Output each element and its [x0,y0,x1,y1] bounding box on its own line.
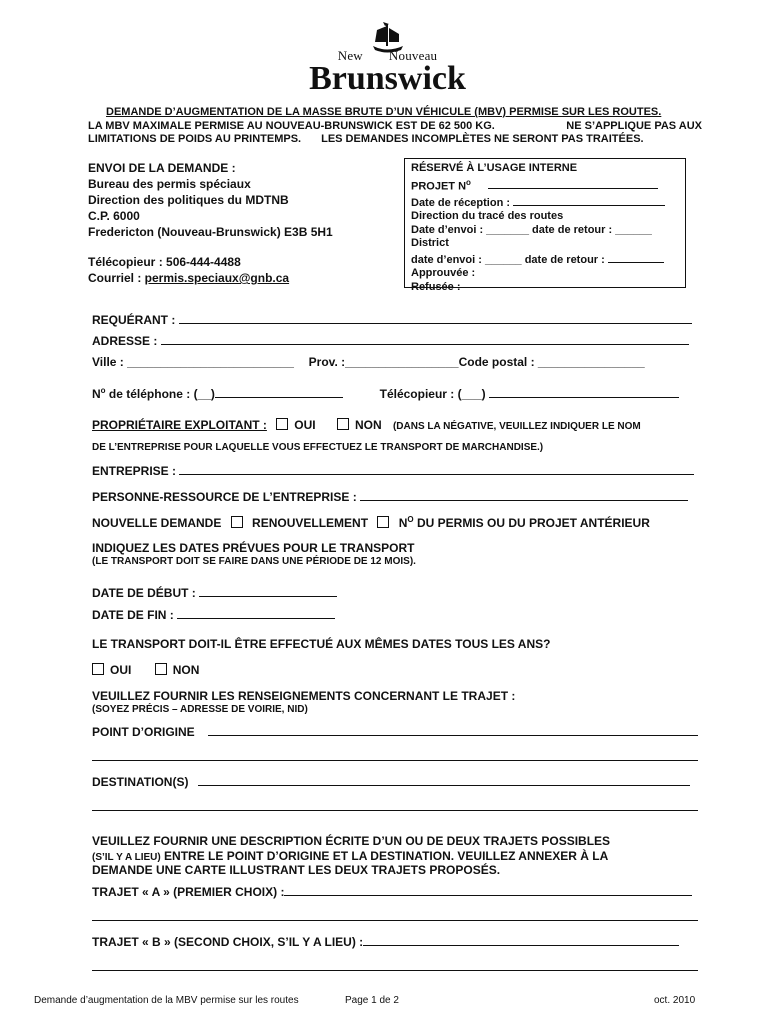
adresse-field[interactable] [161,333,689,345]
entreprise-row [92,463,694,478]
footer-left: Demande d’augmentation de la MBV permise sur les routes [34,995,299,1006]
ville-row [92,355,645,369]
adresse-label: ADRESSE : [92,334,158,348]
entreprise-label: ENTREPRISE : [92,464,177,478]
destination-field[interactable] [198,774,690,786]
header-line3 [88,133,644,145]
trajet-a-field[interactable] [284,884,692,896]
nouvelle-label: NOUVELLE DEMANDE [92,516,222,530]
entreprise-field[interactable] [179,463,694,475]
footer-date: oct. 2010 [654,995,696,1006]
negative-note-2: DE L’ENTREPRISE POUR LAQUELLE VOUS EFFECTUEZ LE TRANSPORT DE MARCHANDISE.) [92,442,544,453]
telecopieur-field[interactable] [489,386,679,398]
prov-field[interactable]: Prov. :_________________ [308,355,459,369]
internal-direction: Direction du tracé des routes [411,210,564,223]
ville-field[interactable]: Ville : _________________________ [92,355,294,369]
dates-title: INDIQUEZ LES DATES PRÉVUES POUR LE TRANSPORT [92,541,415,555]
description-line3: DEMANDE UNE CARTE ILLUSTRANT LES DEUX TRAJETS PROPOSÉS. [92,863,501,877]
destination-label: DESTINATION(S) [92,775,189,789]
dates-note: (LE TRANSPORT DOIT SE FAIRE DANS UNE PÉRIODE DE 12 MOIS). [92,556,416,567]
description-line2: (S’IL Y A LIEU) ENTRE LE POINT D’ORIGINE ET LA DESTINATION. VEUILLEZ ANNEXER À LA [92,849,609,863]
personne-row [92,489,688,504]
header-line2 [88,120,702,132]
description-line1: VEUILLEZ FOURNIR UNE DESCRIPTION ÉCRITE D’UN OU DE DEUX TRAJETS POSSIBLES [92,834,611,848]
telecopieur-label: Télécopieur : (___) [379,387,486,401]
internal-envoi1: Date d’envoi : _______ date de retour : ______ [411,223,652,236]
internal-district: District [411,237,449,250]
address-fax: Télécopieur : 506-444-4488 [88,255,241,269]
destination-line2[interactable] [92,810,698,811]
non2-checkbox[interactable] [155,663,167,675]
internal-title: RÉSERVÉ À L’USAGE INTERNE [411,162,578,174]
point-origine-row [92,724,698,739]
header-line3-a: LIMITATIONS DE POIDS AU PRINTEMPS. [88,133,302,145]
date-debut-field[interactable] [199,585,337,597]
internal-projet: PROJET N [411,180,467,193]
code-postal-field[interactable]: Code postal : ________________ [458,355,645,369]
proprietaire-label: PROPRIÉTAIRE EXPLOITANT : [92,418,267,432]
point-origine-label: POINT D’ORIGINE [92,725,195,739]
trajet-b-field[interactable] [363,934,679,946]
date-debut-label: DATE DE DÉBUT : [92,586,196,600]
telephone-label: de téléphone : (__) [105,387,215,401]
logo-word-en: New [337,48,363,63]
internal-reception: Date de réception : [411,196,511,209]
non-label: NON [354,418,382,432]
internal-envoi2: date d’envoi : ______ date de retour : [411,253,605,266]
memes-dates-options [92,663,199,677]
logo-province: Brunswick [309,60,466,97]
oui-label: OUI [294,418,316,432]
logo-word-fr: Nouveau [388,48,438,63]
footer-page: Page 1 de 2 [345,995,399,1006]
adresse-row [92,333,689,348]
address-line3: C.P. 6000 [88,209,140,223]
internal-use-box: RÉSERVÉ À L’USAGE INTERNE PROJET $N^o$ Date de réception : Direction du tracé des routes Date d’envoi : _______ date de retour : ______ District date d’envoi : ______ date de retour : Approuvée : Refusée : [404,158,686,288]
negative-note: (DANS LA NÉGATIVE, VEUILLEZ INDIQUER LE NOM [392,421,641,432]
destination-row [92,774,690,789]
header-title: DEMANDE D’AUGMENTATION DE LA MASSE BRUTE D’UN VÉHICULE (MBV) PERMISE SUR LES ROUTES. [106,106,662,118]
address-title: ENVOI DE LA DEMANDE : [88,161,236,175]
renouvellement-checkbox[interactable] [377,516,389,528]
point-origine-field[interactable] [208,724,698,736]
oui2-checkbox[interactable] [92,663,104,675]
non2-label: NON [172,663,200,677]
address-line4: Fredericton (Nouveau-Brunswick) E3B 5H1 [88,225,333,239]
personne-field[interactable] [360,489,688,501]
header-line2-b: NE S’APPLIQUE PAS AUX [566,120,702,132]
address-email-link[interactable]: permis.speciaux@gnb.ca [144,271,290,285]
personne-label: PERSONNE-RESSOURCE DE L’ENTREPRISE : [92,490,357,504]
nb-logo [300,20,475,97]
oui-checkbox[interactable] [276,418,288,430]
point-origine-line2[interactable] [92,760,698,761]
header-line2-a: LA MBV MAXIMALE PERMISE AU NOUVEAU-BRUNSWICK EST DE 62 500 KG. [88,120,495,132]
requerant-field[interactable] [179,312,692,324]
requerant-label: REQUÉRANT : [92,313,176,327]
proprietaire-row [92,418,641,432]
address-email-label: Courriel : [88,271,145,285]
trajet-b-label: TRAJET « B » (SECOND CHOIX, S’IL Y A LIEU) : [92,935,364,949]
internal-refusee: Refusée : [411,280,461,293]
telephone-field[interactable] [215,386,343,398]
oui2-label: OUI [110,663,132,677]
internal-approuvee: Approuvée : [411,267,476,280]
requerant-row [92,312,692,327]
trajet-title: VEUILLEZ FOURNIR LES RENSEIGNEMENTS CONCERNANT LE TRAJET : [92,689,516,703]
date-debut-row [92,585,337,600]
non-checkbox[interactable] [337,418,349,430]
address-line1: Bureau des permis spéciaux [88,177,251,191]
date-fin-field[interactable] [177,607,335,619]
address-block [88,160,333,286]
trajet-note: (SOYEZ PRÉCIS – ADRESSE DE VOIRIE, NID) [92,704,308,715]
trajet-a-line2[interactable] [92,920,698,921]
header-line3-b: LES DEMANDES INCOMPLÈTES NE SERONT PAS TRAITÉES. [321,133,644,145]
address-line2: Direction des politiques du MDTNB [88,193,289,207]
memes-dates-question: LE TRANSPORT DOIT-IL ÊTRE EFFECTUÉ AUX MÊMES DATES TOUS LES ANS? [92,637,551,651]
trajet-a-row [92,884,692,899]
demande-type-row: NOUVELLE DEMANDE RENOUVELLEMENT $N^O$ DU PERMIS OU DU PROJET ANTÉRIEUR [92,515,650,530]
telephone-row: $N^o$ de téléphone : (__) Télécopieur : (___) [92,386,679,401]
date-fin-row [92,607,335,622]
date-fin-label: DATE DE FIN : [92,608,174,622]
no-permis-label: DU PERMIS OU DU PROJET ANTÉRIEUR [413,516,650,530]
renouvellement-label: RENOUVELLEMENT [252,516,369,530]
trajet-b-line2[interactable] [92,970,698,971]
trajet-b-row [92,934,679,949]
nouvelle-checkbox[interactable] [231,516,243,528]
trajet-a-label: TRAJET « A » (PREMIER CHOIX) : [92,885,285,899]
